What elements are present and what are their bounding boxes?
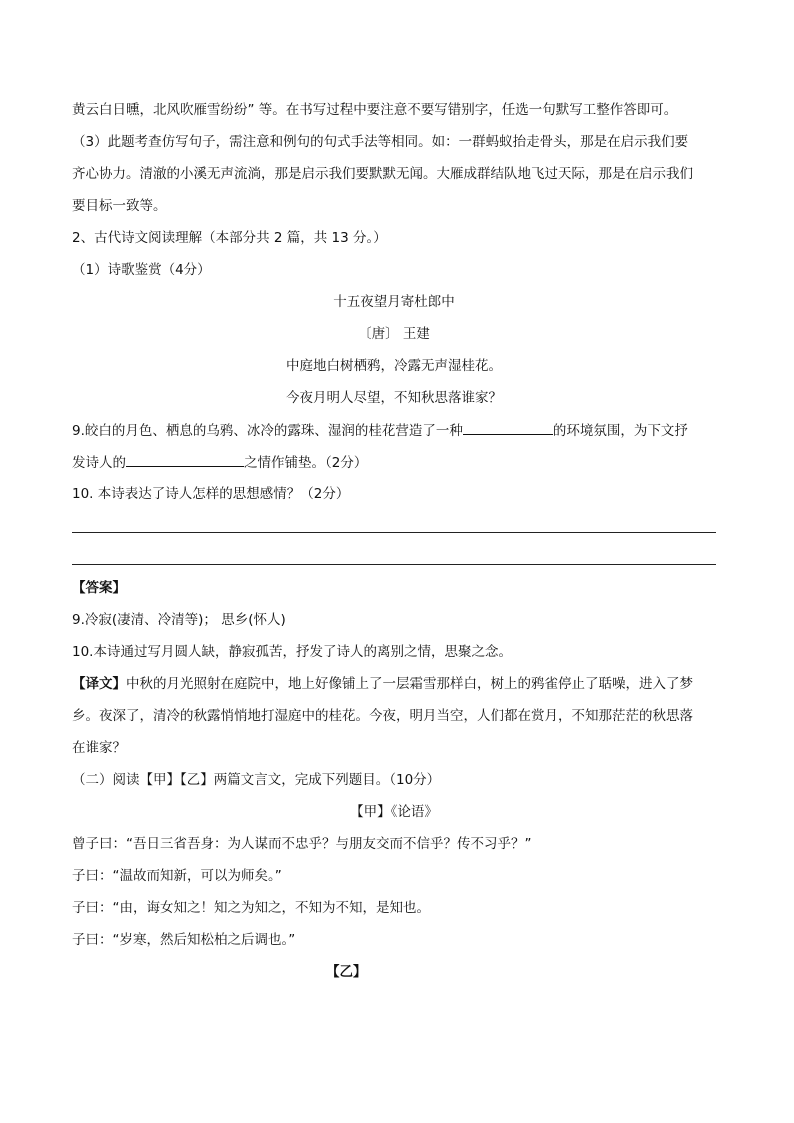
classical-line: 子曰：“温故而知新，可以为师矣。”	[72, 868, 282, 884]
poem-line: 今夜月明人尽望，不知秋思落谁家？	[286, 390, 502, 406]
answer-10: 10.本诗通过写月圆人缺，静寂孤苦，抒发了诗人的离别之情，思聚之念。	[72, 644, 512, 660]
translation-label: 【译文】	[72, 676, 126, 692]
classical-line: 曾子曰：“吾日三省吾身：为人谋而不忠乎？与朋友交而不信乎？传不习乎？”	[72, 836, 532, 852]
answer-line[interactable]	[72, 532, 716, 533]
yi-title: 【乙】	[326, 964, 367, 980]
poem-author: 〔唐〕 王建	[358, 326, 430, 342]
answer-blank[interactable]	[126, 452, 244, 467]
question-text: 9.皎白的月色、栖息的乌鸦、冰冷的露珠、湿润的桂花营造了一种	[72, 423, 463, 439]
text-line: （3）此题考查仿写句子，需注意和例句的句式手法等相同。如：一群蚂蚁抬走骨头，那是在启示我们要	[72, 134, 689, 150]
subsection-heading: （1）诗歌鉴赏（4分）	[72, 262, 211, 278]
question-text: 的环境氛围，为下文抒	[552, 423, 688, 439]
classical-line: 子曰：“岁寒，然后知松柏之后调也。”	[72, 932, 296, 948]
question-9-cont	[72, 452, 716, 473]
translation-text: 中秋的月光照射在庭院中，地上好像铺上了一层霜雪那样白，树上的鸦雀停止了聒噪，进入了梦	[126, 676, 693, 692]
poem-title: 十五夜望月寄杜郎中	[333, 294, 455, 310]
translation-line: 乡。夜深了，清冷的秋露悄悄地打湿庭中的桂花。今夜，明月当空，人们都在赏月，不知那茫茫的秋思落	[72, 708, 693, 724]
answer-line[interactable]	[72, 564, 716, 565]
jia-title: 【甲】《论语》	[350, 804, 438, 820]
translation-line: 在谁家？	[72, 740, 126, 756]
translation-line	[72, 674, 716, 694]
answer-9: 9.冷寂(凄清、冷清等)； 思乡(怀人)	[72, 612, 286, 628]
text-line: 黄云白日曛，北风吹雁雪纷纷” 等。在书写过程中要注意不要写错别字，任选一句默写工整作答即可。	[72, 102, 678, 118]
section2-intro: （二）阅读【甲】【乙】两篇文言文，完成下列题目。（10分）	[72, 772, 441, 788]
question-9	[72, 420, 716, 441]
question-text: 发诗人的	[72, 455, 126, 471]
answer-blank[interactable]	[463, 420, 553, 435]
classical-line: 子曰：“由，诲女知之！知之为知之，不知为不知，是知也。	[72, 900, 430, 916]
question-10: 10. 本诗表达了诗人怎样的思想感情？（2分）	[72, 486, 350, 502]
text-line: 要目标一致等。	[72, 198, 167, 214]
section-heading: 2、古代诗文阅读理解（本部分共 2 篇，共 13 分。）	[72, 230, 387, 246]
question-text: 之情作铺垫。（2分）	[244, 455, 368, 471]
text-line: 齐心协力。清澈的小溪无声流淌，那是启示我们要默默无闻。大雁成群结队地飞过天际，那是在启示我们	[72, 166, 693, 182]
answer-heading: 【答案】	[72, 580, 126, 596]
poem-line: 中庭地白树栖鸦，冷露无声湿桂花。	[286, 358, 502, 374]
